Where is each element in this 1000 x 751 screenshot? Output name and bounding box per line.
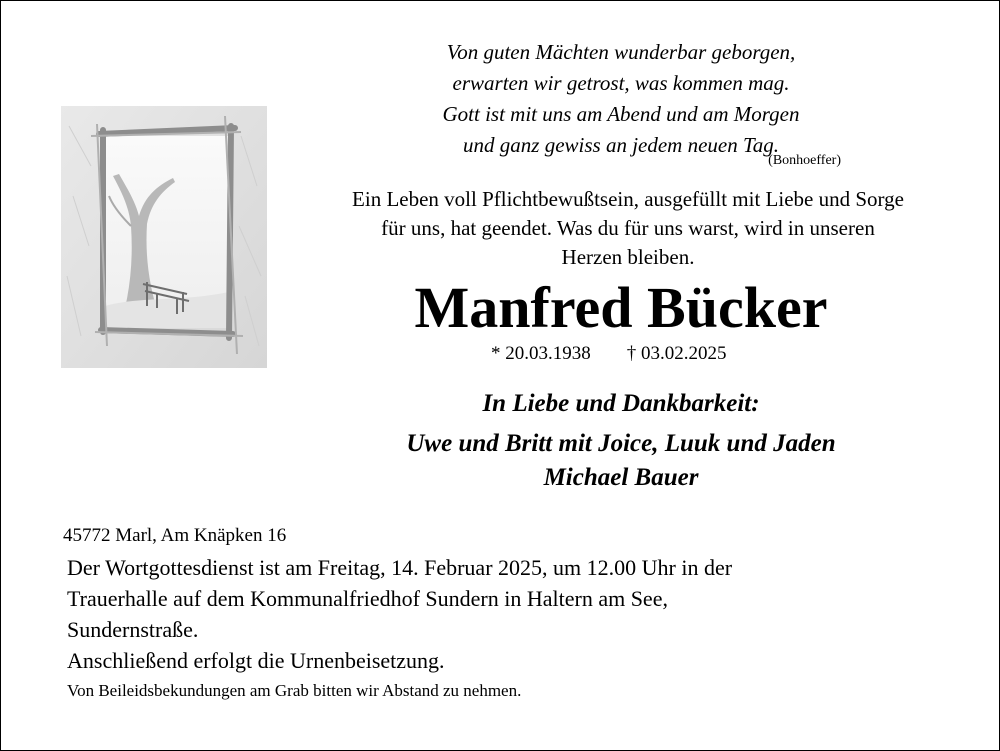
poem-line: Gott ist mit uns am Abend und am Morgen [442,102,800,126]
service-line: Sundernstraße. [67,617,199,642]
poem-line: und ganz gewiss an jedem neuen Tag. [463,133,779,157]
tribute-line: Herzen bleiben. [561,245,695,269]
poem-author: (Bonhoeffer) [768,153,841,168]
tribute-line: Ein Leben voll Pflichtbewußtsein, ausgefüllt mit Liebe und Sorge [352,187,904,211]
service-info [67,552,907,676]
winter-tree-bench-icon [61,106,267,368]
family-line: Michael Bauer [543,464,699,491]
family-signature [341,387,901,495]
service-line: Der Wortgottesdienst ist am Freitag, 14. Februar 2025, um 12.00 Uhr in der [67,555,733,580]
death-date: † 03.02.2025 [626,343,727,364]
family-address: 45772 Marl, Am Knäpken 16 [63,525,287,546]
winter-tree-bench-image [61,106,267,368]
family-lead: In Liebe und Dankbarkeit: [482,390,760,417]
birth-date: * 20.03.1938 [491,343,591,364]
service-line: Trauerhalle auf dem Kommunalfriedhof Sundern in Haltern am See, [67,586,668,611]
poem-line: erwarten wir getrost, was kommen mag. [452,71,790,95]
tribute-text [301,185,955,272]
deceased-name: Manfred Bücker [414,275,828,340]
family-line: Uwe und Britt mit Joice, Luuk und Jaden [406,430,836,457]
tribute-line: für uns, hat geendet. Was du für uns warst, wird in unseren [381,216,875,240]
condolence-note: Von Beileidsbekundungen am Grab bitten wir Abstand zu nehmen. [67,681,522,700]
poem [361,37,881,161]
life-dates [491,343,727,365]
poem-line: Von guten Mächten wunderbar geborgen, [446,40,796,64]
service-line: Anschließend erfolgt die Urnenbeisetzung. [67,648,445,673]
